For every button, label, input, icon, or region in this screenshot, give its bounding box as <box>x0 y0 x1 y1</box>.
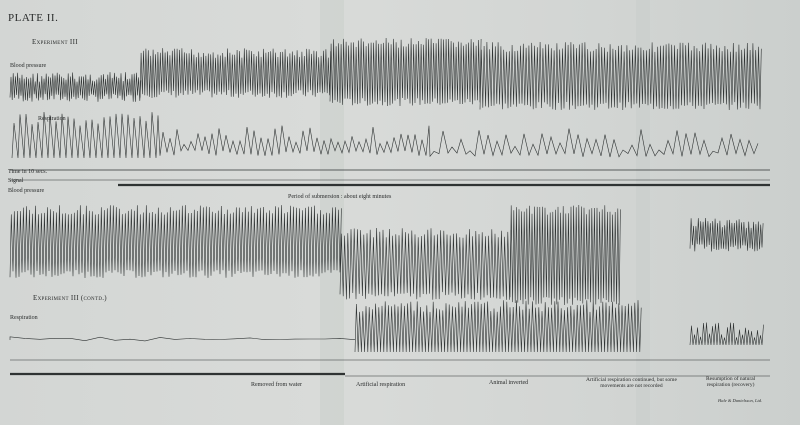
respiration-bottom-artificial <box>355 300 641 352</box>
printer-credit: Hale & Danielsson, Ltd. <box>718 398 763 403</box>
caption-resumption-line-1: Resumption of natural <box>706 376 756 382</box>
caption-continued-line-2: movements are not recorded <box>600 383 663 389</box>
blood-pressure-label-bottom: Blood pressure <box>8 188 45 194</box>
bp-top-trace-end <box>480 42 761 110</box>
bp-top-trace-late <box>330 38 481 106</box>
bp-bottom-trace-recovery <box>690 218 763 252</box>
respiration-bottom-flat <box>10 337 355 341</box>
bp-bottom-trace-late <box>510 205 620 305</box>
bp-top-trace-mid <box>140 48 331 98</box>
respiration-label-bottom: Respiration <box>10 315 38 321</box>
caption-continued <box>586 377 677 389</box>
experiment-label: Experiment III <box>32 38 78 46</box>
blood-pressure-label-top: Blood pressure <box>10 63 47 69</box>
caption-animal-inverted: Animal inverted <box>489 380 529 386</box>
respiration-label-top: Respiration <box>38 116 66 122</box>
respiration-bottom-recovery <box>690 323 764 346</box>
plate-title: PLATE II. <box>8 12 59 24</box>
caption-resumption <box>706 376 755 388</box>
caption-continued-line-1: Artificial respiration continued, but some <box>586 377 677 383</box>
caption-artificial-respiration: Artificial respiration <box>356 382 406 388</box>
experiment-contd-label: Experiment III (contd.) <box>33 294 107 302</box>
bp-bottom-trace-early <box>10 205 341 278</box>
submersion-label: Period of submersion : about eight minutes <box>288 194 392 200</box>
bp-bottom-trace-mid <box>340 228 511 300</box>
page-fold-right <box>636 0 650 425</box>
signal-label: Signal <box>8 178 24 184</box>
time-label: Time in 10 secs. <box>8 169 48 175</box>
caption-removed-from-water: Removed from water <box>251 382 302 388</box>
caption-resumption-line-2: respiration (recovery) <box>706 382 755 388</box>
bp-top-trace-early <box>10 72 141 102</box>
